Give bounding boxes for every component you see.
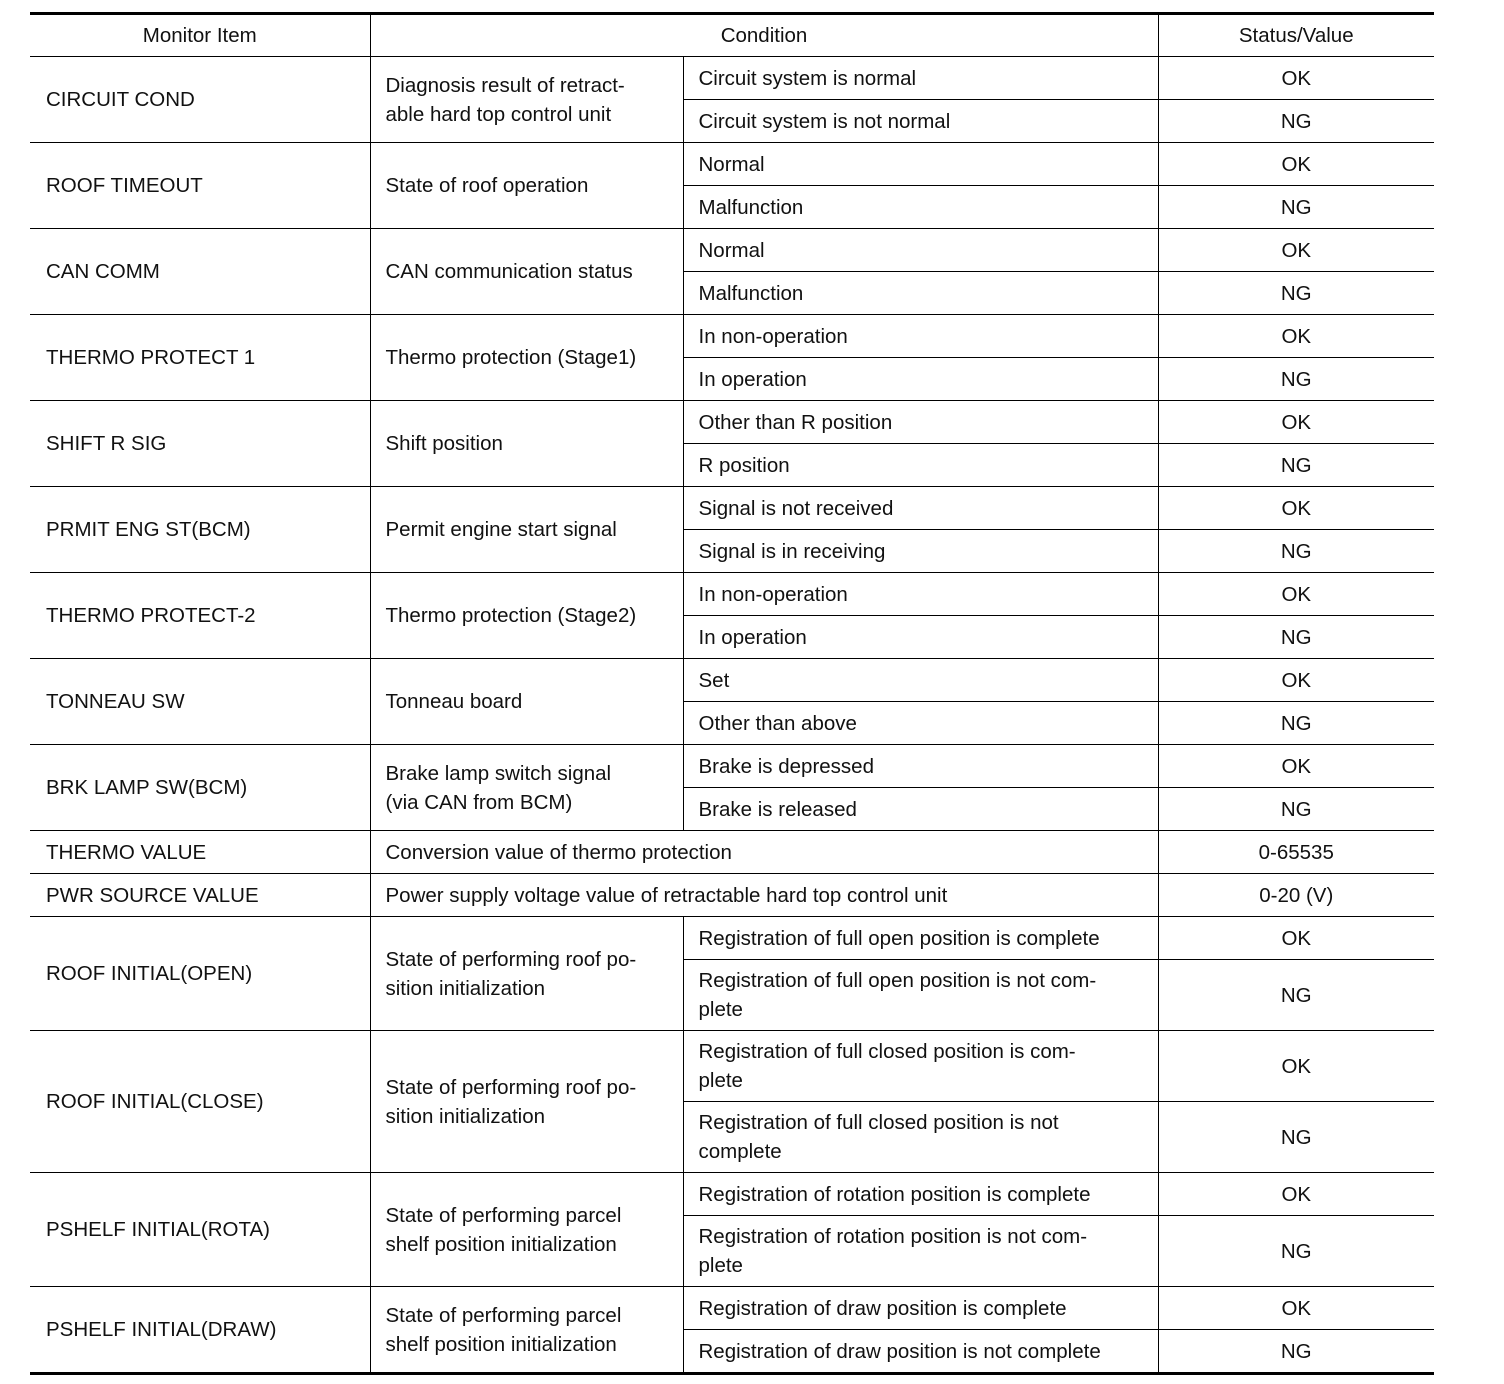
status-value-cell: OK	[1158, 745, 1434, 788]
table-row	[30, 1031, 1434, 1102]
table-row	[30, 487, 1434, 530]
table-row	[30, 143, 1434, 186]
table-row	[30, 573, 1434, 616]
monitor-item-cell: THERMO VALUE	[30, 831, 370, 874]
condition-cell: Brake lamp switch signal (via CAN from BCM)	[370, 745, 683, 831]
table-row	[30, 659, 1434, 702]
table-row	[30, 57, 1434, 100]
sub-condition-cell: Circuit system is not normal	[683, 100, 1158, 143]
header-condition: Condition	[370, 14, 1158, 57]
status-value-cell: NG	[1158, 616, 1434, 659]
status-value-cell: OK	[1158, 1031, 1434, 1102]
monitor-item-cell: PSHELF INITIAL(ROTA)	[30, 1173, 370, 1287]
table-row	[30, 315, 1434, 358]
table-row	[30, 401, 1434, 444]
status-value-cell: OK	[1158, 143, 1434, 186]
status-value-cell: NG	[1158, 186, 1434, 229]
condition-cell: Shift position	[370, 401, 683, 487]
condition-cell: CAN communication status	[370, 229, 683, 315]
monitor-item-cell: SHIFT R SIG	[30, 401, 370, 487]
condition-cell: State of performing roof po- sition initialization	[370, 917, 683, 1031]
sub-condition-cell: Brake is depressed	[683, 745, 1158, 788]
status-value-cell: NG	[1158, 960, 1434, 1031]
condition-cell: State of performing roof po- sition initialization	[370, 1031, 683, 1173]
status-value-cell: OK	[1158, 401, 1434, 444]
table-row	[30, 1173, 1434, 1216]
monitor-item-cell: ROOF INITIAL(OPEN)	[30, 917, 370, 1031]
sub-condition-cell: Registration of draw position is complete	[683, 1287, 1158, 1330]
status-value-cell: OK	[1158, 1173, 1434, 1216]
status-value-cell: OK	[1158, 917, 1434, 960]
sub-condition-cell: Registration of full open position is not com- plete	[683, 960, 1158, 1031]
header-monitor-item: Monitor Item	[30, 14, 370, 57]
sub-condition-cell: Normal	[683, 143, 1158, 186]
sub-condition-cell: Other than above	[683, 702, 1158, 745]
sub-condition-cell: Registration of rotation position is complete	[683, 1173, 1158, 1216]
status-value-cell: NG	[1158, 272, 1434, 315]
status-value-cell: OK	[1158, 229, 1434, 272]
monitor-item-cell: CAN COMM	[30, 229, 370, 315]
status-value-cell: NG	[1158, 100, 1434, 143]
monitor-item-cell: PRMIT ENG ST(BCM)	[30, 487, 370, 573]
monitor-item-cell: BRK LAMP SW(BCM)	[30, 745, 370, 831]
sub-condition-cell: Circuit system is normal	[683, 57, 1158, 100]
table-row	[30, 745, 1434, 788]
monitor-item-cell: THERMO PROTECT 1	[30, 315, 370, 401]
sub-condition-cell: R position	[683, 444, 1158, 487]
status-value-cell: NG	[1158, 788, 1434, 831]
status-value-cell: 0-65535	[1158, 831, 1434, 874]
condition-cell: State of performing parcel shelf position initialization	[370, 1287, 683, 1374]
monitor-item-cell: ROOF TIMEOUT	[30, 143, 370, 229]
sub-condition-cell: Signal is not received	[683, 487, 1158, 530]
sub-condition-cell: In non-operation	[683, 315, 1158, 358]
sub-condition-cell: In operation	[683, 358, 1158, 401]
status-value-cell: NG	[1158, 444, 1434, 487]
condition-cell: Thermo protection (Stage2)	[370, 573, 683, 659]
sub-condition-cell: Registration of full closed position is com- plete	[683, 1031, 1158, 1102]
status-value-cell: OK	[1158, 573, 1434, 616]
table-row	[30, 229, 1434, 272]
status-value-cell: NG	[1158, 1102, 1434, 1173]
status-value-cell: OK	[1158, 659, 1434, 702]
status-value-cell: NG	[1158, 530, 1434, 573]
status-value-cell: NG	[1158, 1330, 1434, 1374]
header-row	[30, 14, 1434, 57]
status-value-cell: OK	[1158, 315, 1434, 358]
monitor-item-cell: PWR SOURCE VALUE	[30, 874, 370, 917]
monitor-item-cell: CIRCUIT COND	[30, 57, 370, 143]
sub-condition-cell: Registration of full closed position is not complete	[683, 1102, 1158, 1173]
status-value-cell: OK	[1158, 487, 1434, 530]
status-value-cell: 0-20 (V)	[1158, 874, 1434, 917]
condition-cell: Permit engine start signal	[370, 487, 683, 573]
sub-condition-cell: Other than R position	[683, 401, 1158, 444]
sub-condition-cell: Malfunction	[683, 272, 1158, 315]
status-value-cell: OK	[1158, 57, 1434, 100]
monitor-item-cell: PSHELF INITIAL(DRAW)	[30, 1287, 370, 1374]
condition-cell: Tonneau board	[370, 659, 683, 745]
condition-cell: State of roof operation	[370, 143, 683, 229]
sub-condition-cell: In non-operation	[683, 573, 1158, 616]
sub-condition-cell: Signal is in receiving	[683, 530, 1158, 573]
table-row	[30, 1287, 1434, 1330]
sub-condition-cell: Set	[683, 659, 1158, 702]
sub-condition-cell: Registration of rotation position is not com- plete	[683, 1216, 1158, 1287]
status-value-cell: OK	[1158, 1287, 1434, 1330]
sub-condition-cell: Registration of draw position is not complete	[683, 1330, 1158, 1374]
monitor-item-cell: ROOF INITIAL(CLOSE)	[30, 1031, 370, 1173]
monitor-item-cell: TONNEAU SW	[30, 659, 370, 745]
condition-cell: State of performing parcel shelf position initialization	[370, 1173, 683, 1287]
status-value-cell: NG	[1158, 358, 1434, 401]
header-status-value: Status/Value	[1158, 14, 1434, 57]
condition-cell: Diagnosis result of retract- able hard top control unit	[370, 57, 683, 143]
status-value-cell: NG	[1158, 1216, 1434, 1287]
table-row	[30, 874, 1434, 917]
status-value-cell: NG	[1158, 702, 1434, 745]
monitor-item-cell: THERMO PROTECT-2	[30, 573, 370, 659]
sub-condition-cell: In operation	[683, 616, 1158, 659]
sub-condition-cell: Registration of full open position is complete	[683, 917, 1158, 960]
table-row	[30, 917, 1434, 960]
condition-cell: Thermo protection (Stage1)	[370, 315, 683, 401]
monitor-item-table	[30, 12, 1434, 1375]
condition-cell: Conversion value of thermo protection	[370, 831, 1158, 874]
sub-condition-cell: Malfunction	[683, 186, 1158, 229]
condition-cell: Power supply voltage value of retractable hard top control unit	[370, 874, 1158, 917]
sub-condition-cell: Brake is released	[683, 788, 1158, 831]
sub-condition-cell: Normal	[683, 229, 1158, 272]
table-row	[30, 831, 1434, 874]
